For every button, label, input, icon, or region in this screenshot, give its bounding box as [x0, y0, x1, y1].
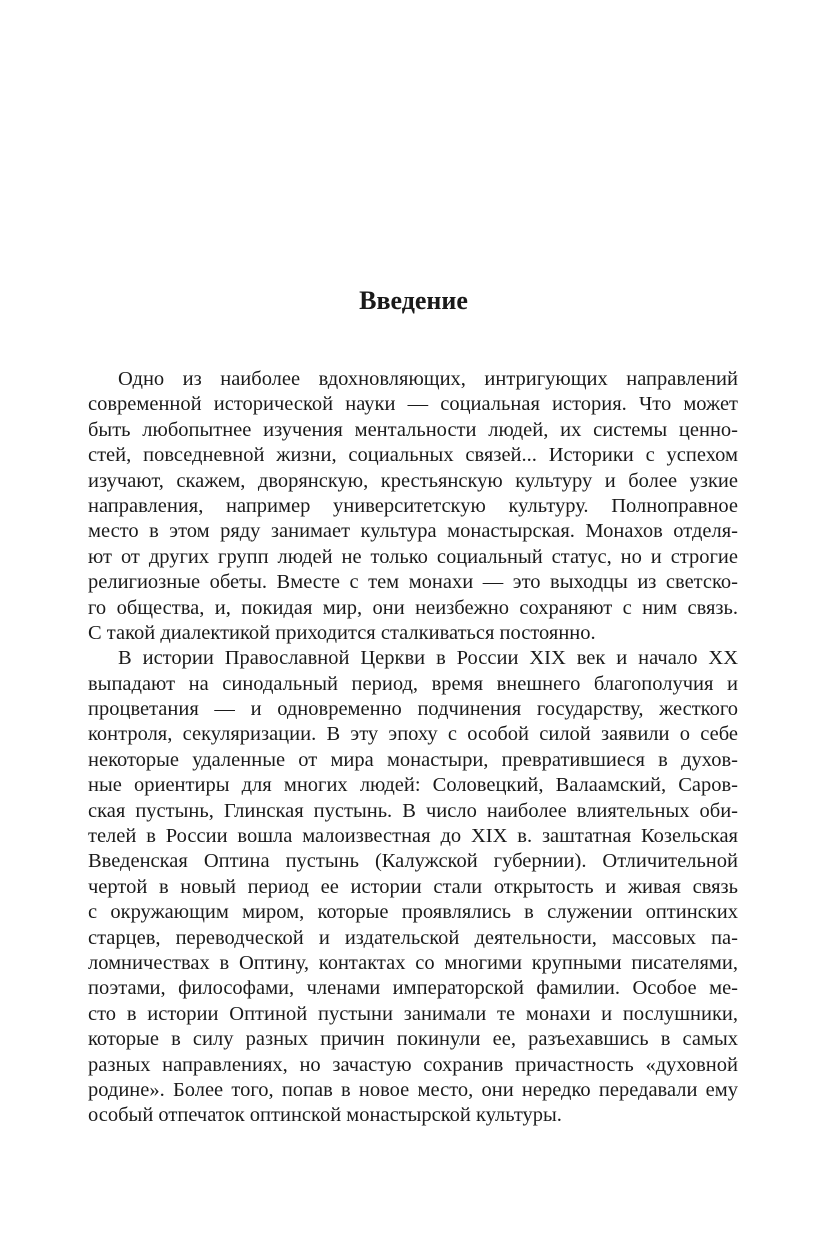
text-line: особый отпечаток оптинской монастырской культуры.: [88, 1104, 562, 1127]
text-line: чертой в новый период ее истории стали открытость и живая связь: [88, 875, 738, 898]
text-line: религиозные обеты. Вместе с тем монахи — это выходцы из светско-: [88, 571, 738, 594]
text-line: некоторые удаленные от мира монастыри, превратившиеся в духов-: [88, 748, 738, 771]
text-line: направления, например университетскую культуру. Полноправное: [88, 494, 738, 517]
paragraph: [88, 646, 738, 1128]
text-line: Одно из наиболее вдохновляющих, интригующих направлений: [118, 368, 738, 390]
text-line: В истории Православной Церкви в России XIX век и начало XX: [118, 647, 738, 670]
text-line: выпадают на синодальный период, время внешнего благополучия и: [88, 672, 738, 695]
text-line: процветания — и одновременно подчинения государству, жесткого: [88, 698, 738, 721]
text-line: разных направлениях, но зачастую сохранив причастность «духовной: [88, 1053, 738, 1076]
text-line: телей в России вошла малоизвестная до XIX в. заштатная Козельская: [88, 825, 738, 848]
text-line: которые в силу разных причин покинули ее, разъехавшись в самых: [88, 1028, 738, 1051]
text-line: Введенская Оптина пустынь (Калужской губернии). Отличительной: [88, 850, 738, 873]
text-line: ют от других групп людей не только социальный статус, но и строгие: [88, 545, 738, 568]
text-line: ные ориентиры для многих людей: Соловецкий, Валаамский, Саров-: [88, 774, 738, 797]
text-line: ская пустынь, Глинская пустынь. В число наиболее влиятельных оби-: [88, 799, 738, 822]
chapter-title: Введение: [359, 286, 468, 315]
text-line: сто в истории Оптиной пустыни занимали те монахи и послушники,: [88, 1002, 738, 1025]
text-line: с окружающим миром, которые проявлялись в служении оптинских: [88, 901, 738, 924]
text-line: изучают, скажем, дворянскую, крестьянскую культуру и более узкие: [88, 469, 738, 492]
text-line: быть любопытнее изучения ментальности людей, их системы ценно-: [88, 418, 738, 441]
text-line: С такой диалектикой приходится сталкиваться постоянно.: [88, 621, 596, 644]
text-line: родине». Более того, попав в новое место, они нередко передавали ему: [88, 1078, 738, 1101]
text-line: контроля, секуляризации. В эту эпоху с особой силой заявили о себе: [88, 723, 738, 746]
text-line: старцев, переводческой и издательской деятельности, массовых па-: [88, 926, 738, 949]
text-line: место в этом ряду занимает культура монастырская. Монахов отделя-: [88, 520, 738, 543]
text-line: поэтами, философами, членами императорской фамилии. Особое ме-: [88, 977, 738, 1000]
text-line: го общества, и, покидая мир, они неизбежно сохраняют с ним связь.: [88, 596, 738, 619]
body-text: [88, 367, 738, 1129]
text-line: стей, повседневной жизни, социальных связей... Историки с успехом: [88, 444, 738, 467]
text-line: ломничествах в Оптину, контактах со многими крупными писателями,: [88, 951, 738, 974]
paragraph: [88, 367, 738, 646]
text-line: современной исторической науки — социальная история. Что может: [88, 393, 738, 416]
